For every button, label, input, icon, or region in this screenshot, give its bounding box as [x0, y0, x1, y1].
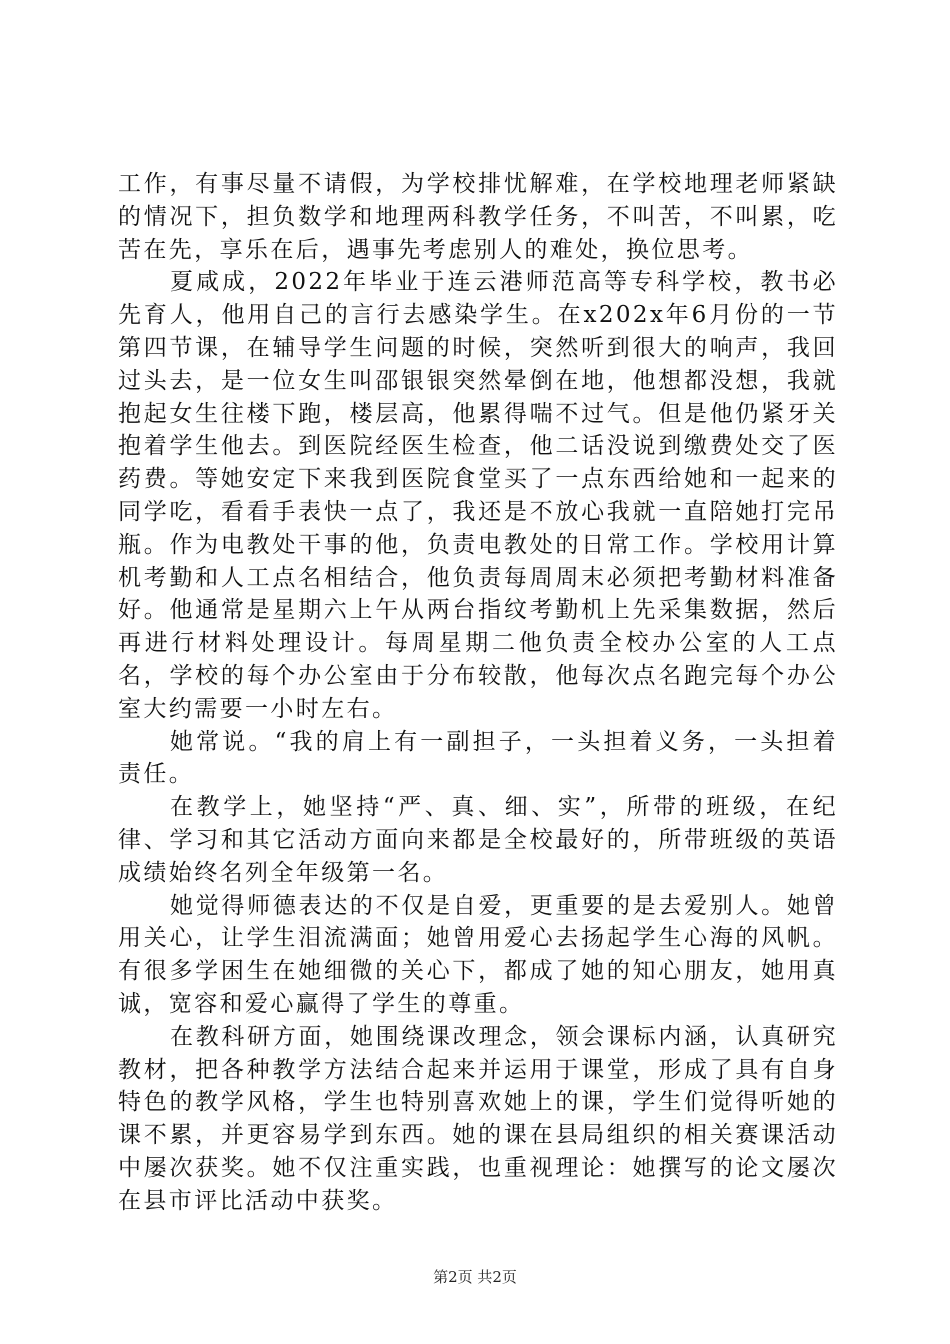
paragraph-teacher-ethics: 她觉得师德表达的不仅是自爱，更重要的是去爱别人。她曾用关心，让学生泪流满面；她曾用爱心去扬起学生心海的风帆。有很多学困生在她细微的关心下，都成了她的知心朋友，她用真诚，宽容和爱心赢得了学生的尊重。	[118, 892, 838, 1017]
paragraph-quote: 她常说。“我的肩上有一副担子，一头担着义务，一头担着责任。	[118, 728, 838, 788]
paragraph-xia-xiancheng: 夏咸成，2022年毕业于连云港师范高等专科学校，教书必先育人，他用自己的言行去感染学生。在x202x年6月份的一节第四节课，在辅导学生问题的时候，突然听到很大的响声，我回过头去，是一位女生叫邵银银突然晕倒在地，他想都没想，我就抱起女生往楼下跑，楼层高，他累得喘不过气。但是他仍紧牙关抱着学生他去。到医院经医生检查，他二话没说到缴费处交了医药费。等她安定下来我到医院食堂买了一点东西给她和一起来的同学吃，看看手表快一点了，我还是不放心我就一直陪她打完吊瓶。作为电教处干事的他，负责电教处的日常工作。学校用计算机考勤和人工点名相结合，他负责每周周末必须把考勤材料准备好。他通常是星期六上午从两台指纹考勤机上先采集数据，然后再进行材料处理设计。每周星期二他负责全校办公室的人工点名，学校的每个办公室由于分布较散，他每次点名跑完每个办公室大约需要一小时左右。	[118, 269, 838, 722]
paragraph-research: 在教科研方面，她围绕课改理念，领会课标内涵，认真研究教材，把各种教学方法结合起来并运用于课堂，形成了具有自身特色的教学风格，学生也特别喜欢她上的课，学生们觉得听她的课不累，并更容易学到东西。她的课在县局组织的相关赛课活动中屡次获奖。她不仅注重实践，也重视理论：她撰写的论文屡次在县市评比活动中获奖。	[118, 1023, 838, 1214]
document-body	[118, 168, 838, 1218]
page-number-footer: 第2页 共2页	[433, 1268, 517, 1286]
paragraph-continuation: 工作，有事尽量不请假，为学校排忧解难，在学校地理老师紧缺的情况下，担负数学和地理两科教学任务，不叫苦，不叫累，吃苦在先，享乐在后，遇事先考虑别人的难处，换位思考。	[118, 171, 838, 263]
paragraph-teaching: 在教学上，她坚持“严、真、细、实”，所带的班级，在纪律、学习和其它活动方面向来都是全校最好的，所带班级的英语成绩始终名列全年级第一名。	[118, 794, 838, 886]
